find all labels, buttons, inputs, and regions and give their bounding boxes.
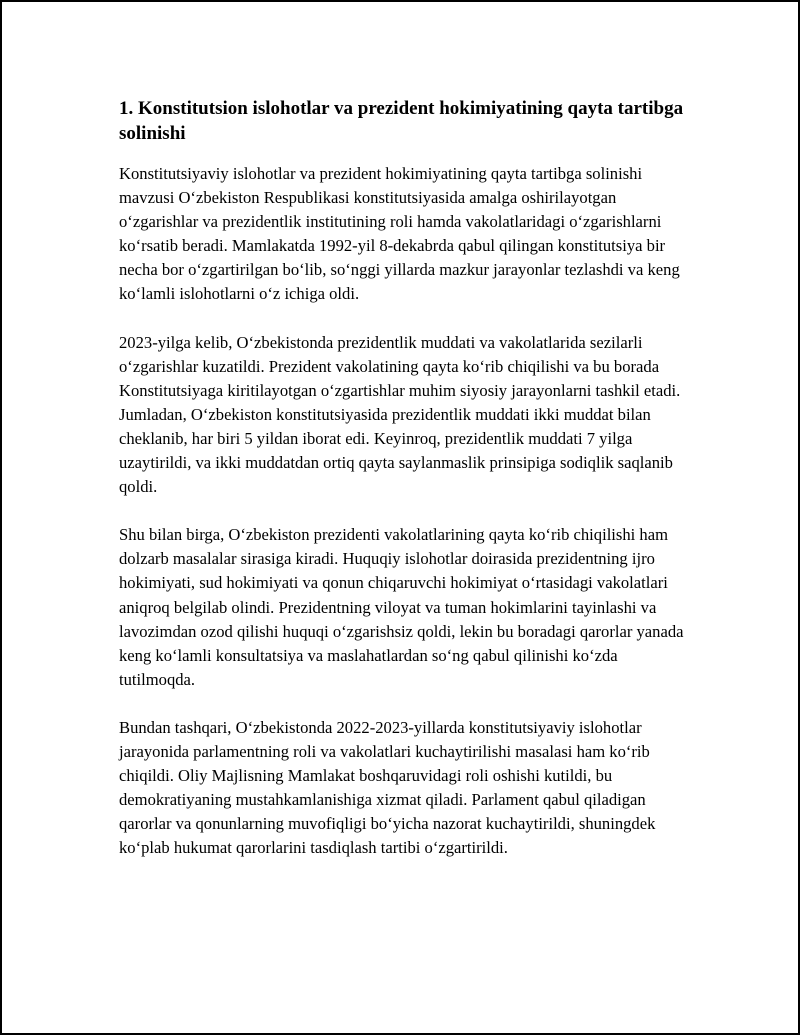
paragraph-1: Konstitutsiyaviy islohotlar va prezident hokimiyatining qayta tartibga solinishi mavzusi O‘zbekiston Respublikasi konstitutsiyasida amalga oshirilayotgan o‘zgarishlar va prezidentlik institutining roli hamda vakolatlaridagi o‘zgarishlarni ko‘rsatib beradi. Mamlakatda 1992-yil 8-dekabrda qabul qilingan konstitutsiya bir necha bor o‘zgartirilgan bo‘lib, so‘nggi yillarda mazkur jarayonlar tezlashdi va keng ko‘lamli islohotlarni o‘z ichiga oldi. — [119, 164, 680, 304]
paragraph-3: Shu bilan birga, O‘zbekiston prezidenti vakolatlarining qayta ko‘rib chiqilishi ham dolzarb masalalar sirasiga kiradi. Huquqiy islohotlar doirasida prezidentning ijro hokimiyati, sud hokimiyati va qonun chiqaruvchi hokimiyat o‘rtasidagi vakolatlari aniqroq belgilab olindi. Prezidentning viloyat va tuman hokimlarini tayinlashi va lavozimdan ozod qilishi huquqi o‘zgarishsiz qoldi, lekin bu boradagi qarorlar yanada keng ko‘lamli konsultatsiya va maslahatlardan so‘ng qabul qilinishi ko‘zda tutilmoqda. — [119, 525, 684, 689]
section-heading: 1. Konstitutsion islohotlar va prezident hokimiyatining qayta tartibga solinishi — [119, 98, 684, 144]
document-body — [119, 96, 691, 884]
paragraph-2: 2023-yilga kelib, O‘zbekistonda prezidentlik muddati va vakolatlarida sezilarli o‘zgarishlar kuzatildi. Prezident vakolatining qayta ko‘rib chiqilishi va bu borada Konstitutsiyaga kiritilayotgan o‘zgartishlar muhim siyosiy jarayonlarni tashkil etadi. Jumladan, O‘zbekiston konstitutsiyasida prezidentlik muddati ikki muddat bilan cheklanib, har biri 5 yildan iborat edi. Keyinroq, prezidentlik muddati 7 yilga uzaytirildi, va ikki muddatdan ortiq qayta saylanmaslik prinsipiga sodiqlik saqlanib qoldi. — [119, 332, 681, 497]
paragraph-4: Bundan tashqari, O‘zbekistonda 2022-2023-yillarda konstitutsiyaviy islohotlar jarayonida parlamentning roli va vakolatlari kuchaytirilishi masalasi ham ko‘rib chiqildi. Oliy Majlisning Mamlakat boshqaruvidagi roli oshishi kutildi, bu demokratiyaning mustahkamlanishiga xizmat qiladi. Parlament qabul qiladigan qarorlar va qonunlarning muvofiqligi bo‘yicha nazorat kuchaytirildi, shuningdek ko‘plab hukumat qarorlarini tasdiqlash tartibi o‘zgartirildi. — [119, 717, 656, 858]
